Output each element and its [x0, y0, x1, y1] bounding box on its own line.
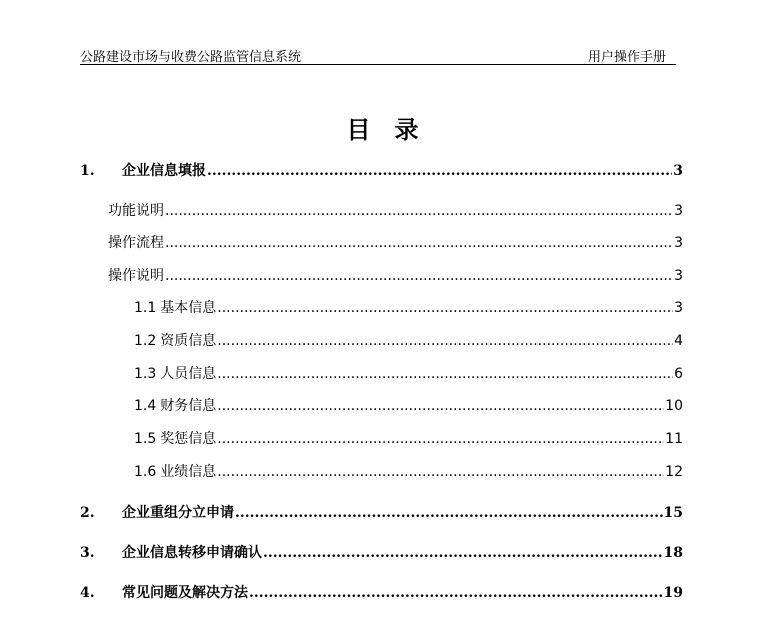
toc-entry-page: 3 [674, 300, 683, 316]
toc-entry-2[interactable] [80, 502, 683, 524]
toc-entry-number: 3. [80, 545, 95, 561]
toc-entry-title: 企业信息转移申请确认 [122, 545, 262, 561]
toc-title [0, 110, 765, 145]
toc-entry-page: 15 [663, 505, 683, 521]
toc-entry-number: 4. [80, 585, 95, 601]
toc-dot-leader [217, 297, 673, 319]
toc-entry-title: 奖惩信息 [160, 431, 217, 447]
toc-entry-title: 功能说明 [108, 203, 164, 219]
toc-dot-leader [217, 363, 673, 385]
toc-entry-1-5[interactable] [134, 428, 683, 450]
toc-entry-number: 1.6 [134, 464, 157, 480]
toc-entry-page: 19 [663, 585, 683, 601]
toc-entry-number: 1.4 [134, 398, 157, 414]
toc-dot-leader [217, 330, 673, 352]
toc-entry-page: 3 [674, 268, 683, 284]
toc-entry-page: 3 [673, 163, 683, 179]
toc-entry-page: 12 [665, 464, 683, 480]
toc-entry-title: 操作说明 [108, 268, 164, 284]
toc-entry-page: 6 [674, 366, 683, 382]
toc-entry-1-1[interactable] [134, 297, 683, 319]
toc-dot-leader [217, 461, 664, 483]
toc-entry-1[interactable] [80, 160, 683, 182]
toc-entry-1-4[interactable] [134, 395, 683, 417]
toc-entry-title: 财务信息 [160, 398, 217, 414]
toc-dot-leader [217, 395, 664, 417]
toc-dot-leader [235, 502, 663, 524]
toc-entry-page: 4 [674, 333, 683, 349]
toc-title-char-2: 录 [394, 115, 419, 144]
toc-entry-1-3[interactable] [134, 363, 683, 385]
toc-entry-title: 企业重组分立申请 [122, 505, 234, 521]
toc-entry-page: 3 [674, 235, 683, 251]
toc-entry-title: 常见问题及解决方法 [122, 585, 248, 601]
toc-dot-leader [249, 582, 663, 604]
toc-entry-operation-desc[interactable] [108, 265, 683, 287]
toc-entry-title: 资质信息 [160, 333, 217, 349]
toc-entry-function-desc[interactable] [108, 200, 683, 222]
toc-entry-page: 18 [663, 545, 683, 561]
toc-dot-leader [263, 542, 663, 564]
toc-entry-1-6[interactable] [134, 461, 683, 483]
toc-entry-number: 1.3 [134, 366, 157, 382]
toc-entry-3[interactable] [80, 542, 683, 564]
toc-entry-title: 基本信息 [160, 300, 217, 316]
toc-dot-leader [165, 265, 673, 287]
toc-entry-title: 企业信息填报 [122, 163, 206, 179]
toc-entry-number: 1.5 [134, 431, 157, 447]
toc-entry-operation-flow[interactable] [108, 232, 683, 254]
toc-dot-leader [207, 160, 672, 182]
header-manual-name: 用户操作手册 [587, 50, 666, 65]
toc-dot-leader [165, 200, 673, 222]
toc-entry-title: 人员信息 [160, 366, 217, 382]
toc-entry-page: 10 [665, 398, 683, 414]
toc-dot-leader [165, 232, 673, 254]
toc-entry-number: 1. [80, 163, 95, 179]
toc-title-char-1: 目 [346, 115, 371, 144]
page-header [80, 46, 676, 65]
toc-entry-number: 2. [80, 505, 95, 521]
toc-entry-1-2[interactable] [134, 330, 683, 352]
toc-dot-leader [217, 428, 664, 450]
toc-entry-number: 1.1 [134, 300, 157, 316]
toc-entry-4[interactable] [80, 582, 683, 604]
toc-entry-page: 11 [665, 431, 683, 447]
toc-entry-number: 1.2 [134, 333, 157, 349]
toc-entry-title: 业绩信息 [160, 464, 217, 480]
toc-entry-page: 3 [674, 203, 683, 219]
toc-entry-title: 操作流程 [108, 235, 164, 251]
header-system-name: 公路建设市场与收费公路监管信息系统 [80, 50, 302, 65]
